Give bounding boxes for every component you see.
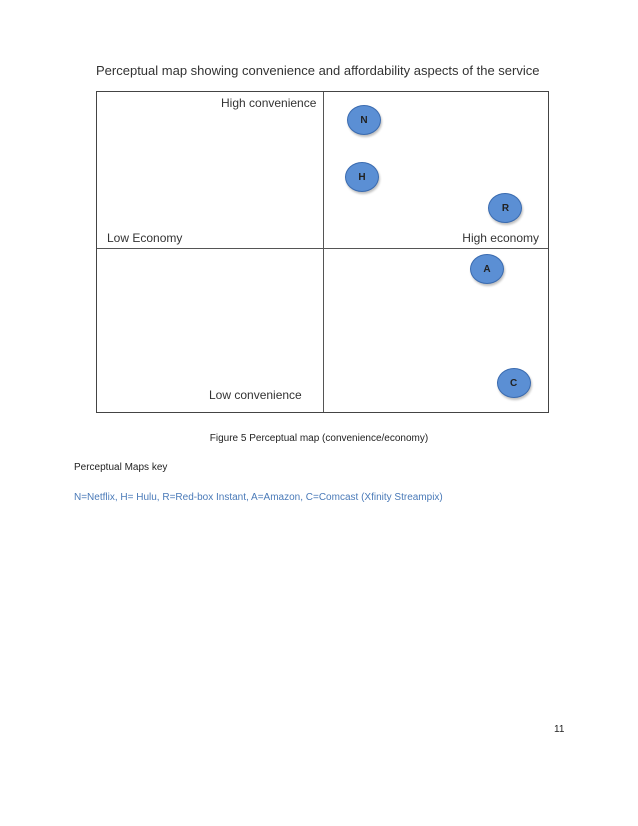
map-title: Perceptual map showing convenience and affordability aspects of the service bbox=[96, 63, 540, 78]
map-point-c: C bbox=[497, 368, 531, 398]
map-point-n: N bbox=[347, 105, 381, 135]
map-point-h: H bbox=[345, 162, 379, 192]
map-point-r: R bbox=[488, 193, 522, 223]
high-convenience-label: High convenience bbox=[221, 96, 317, 110]
horizontal-axis-line bbox=[97, 248, 548, 249]
key-heading: Perceptual Maps key bbox=[74, 462, 168, 473]
high-economy-label: High economy bbox=[462, 231, 539, 245]
figure-caption: Figure 5 Perceptual map (convenience/economy) bbox=[209, 433, 429, 444]
vertical-axis-line bbox=[323, 92, 324, 412]
low-convenience-label: Low convenience bbox=[209, 388, 302, 402]
perceptual-map bbox=[96, 91, 549, 413]
page-number: 11 bbox=[554, 724, 565, 735]
low-economy-label: Low Economy bbox=[107, 231, 183, 245]
map-point-a: A bbox=[470, 254, 504, 284]
key-text: N=Netflix, H= Hulu, R=Red-box Instant, A=Amazon, C=Comcast (Xfinity Streampix) bbox=[74, 492, 443, 503]
